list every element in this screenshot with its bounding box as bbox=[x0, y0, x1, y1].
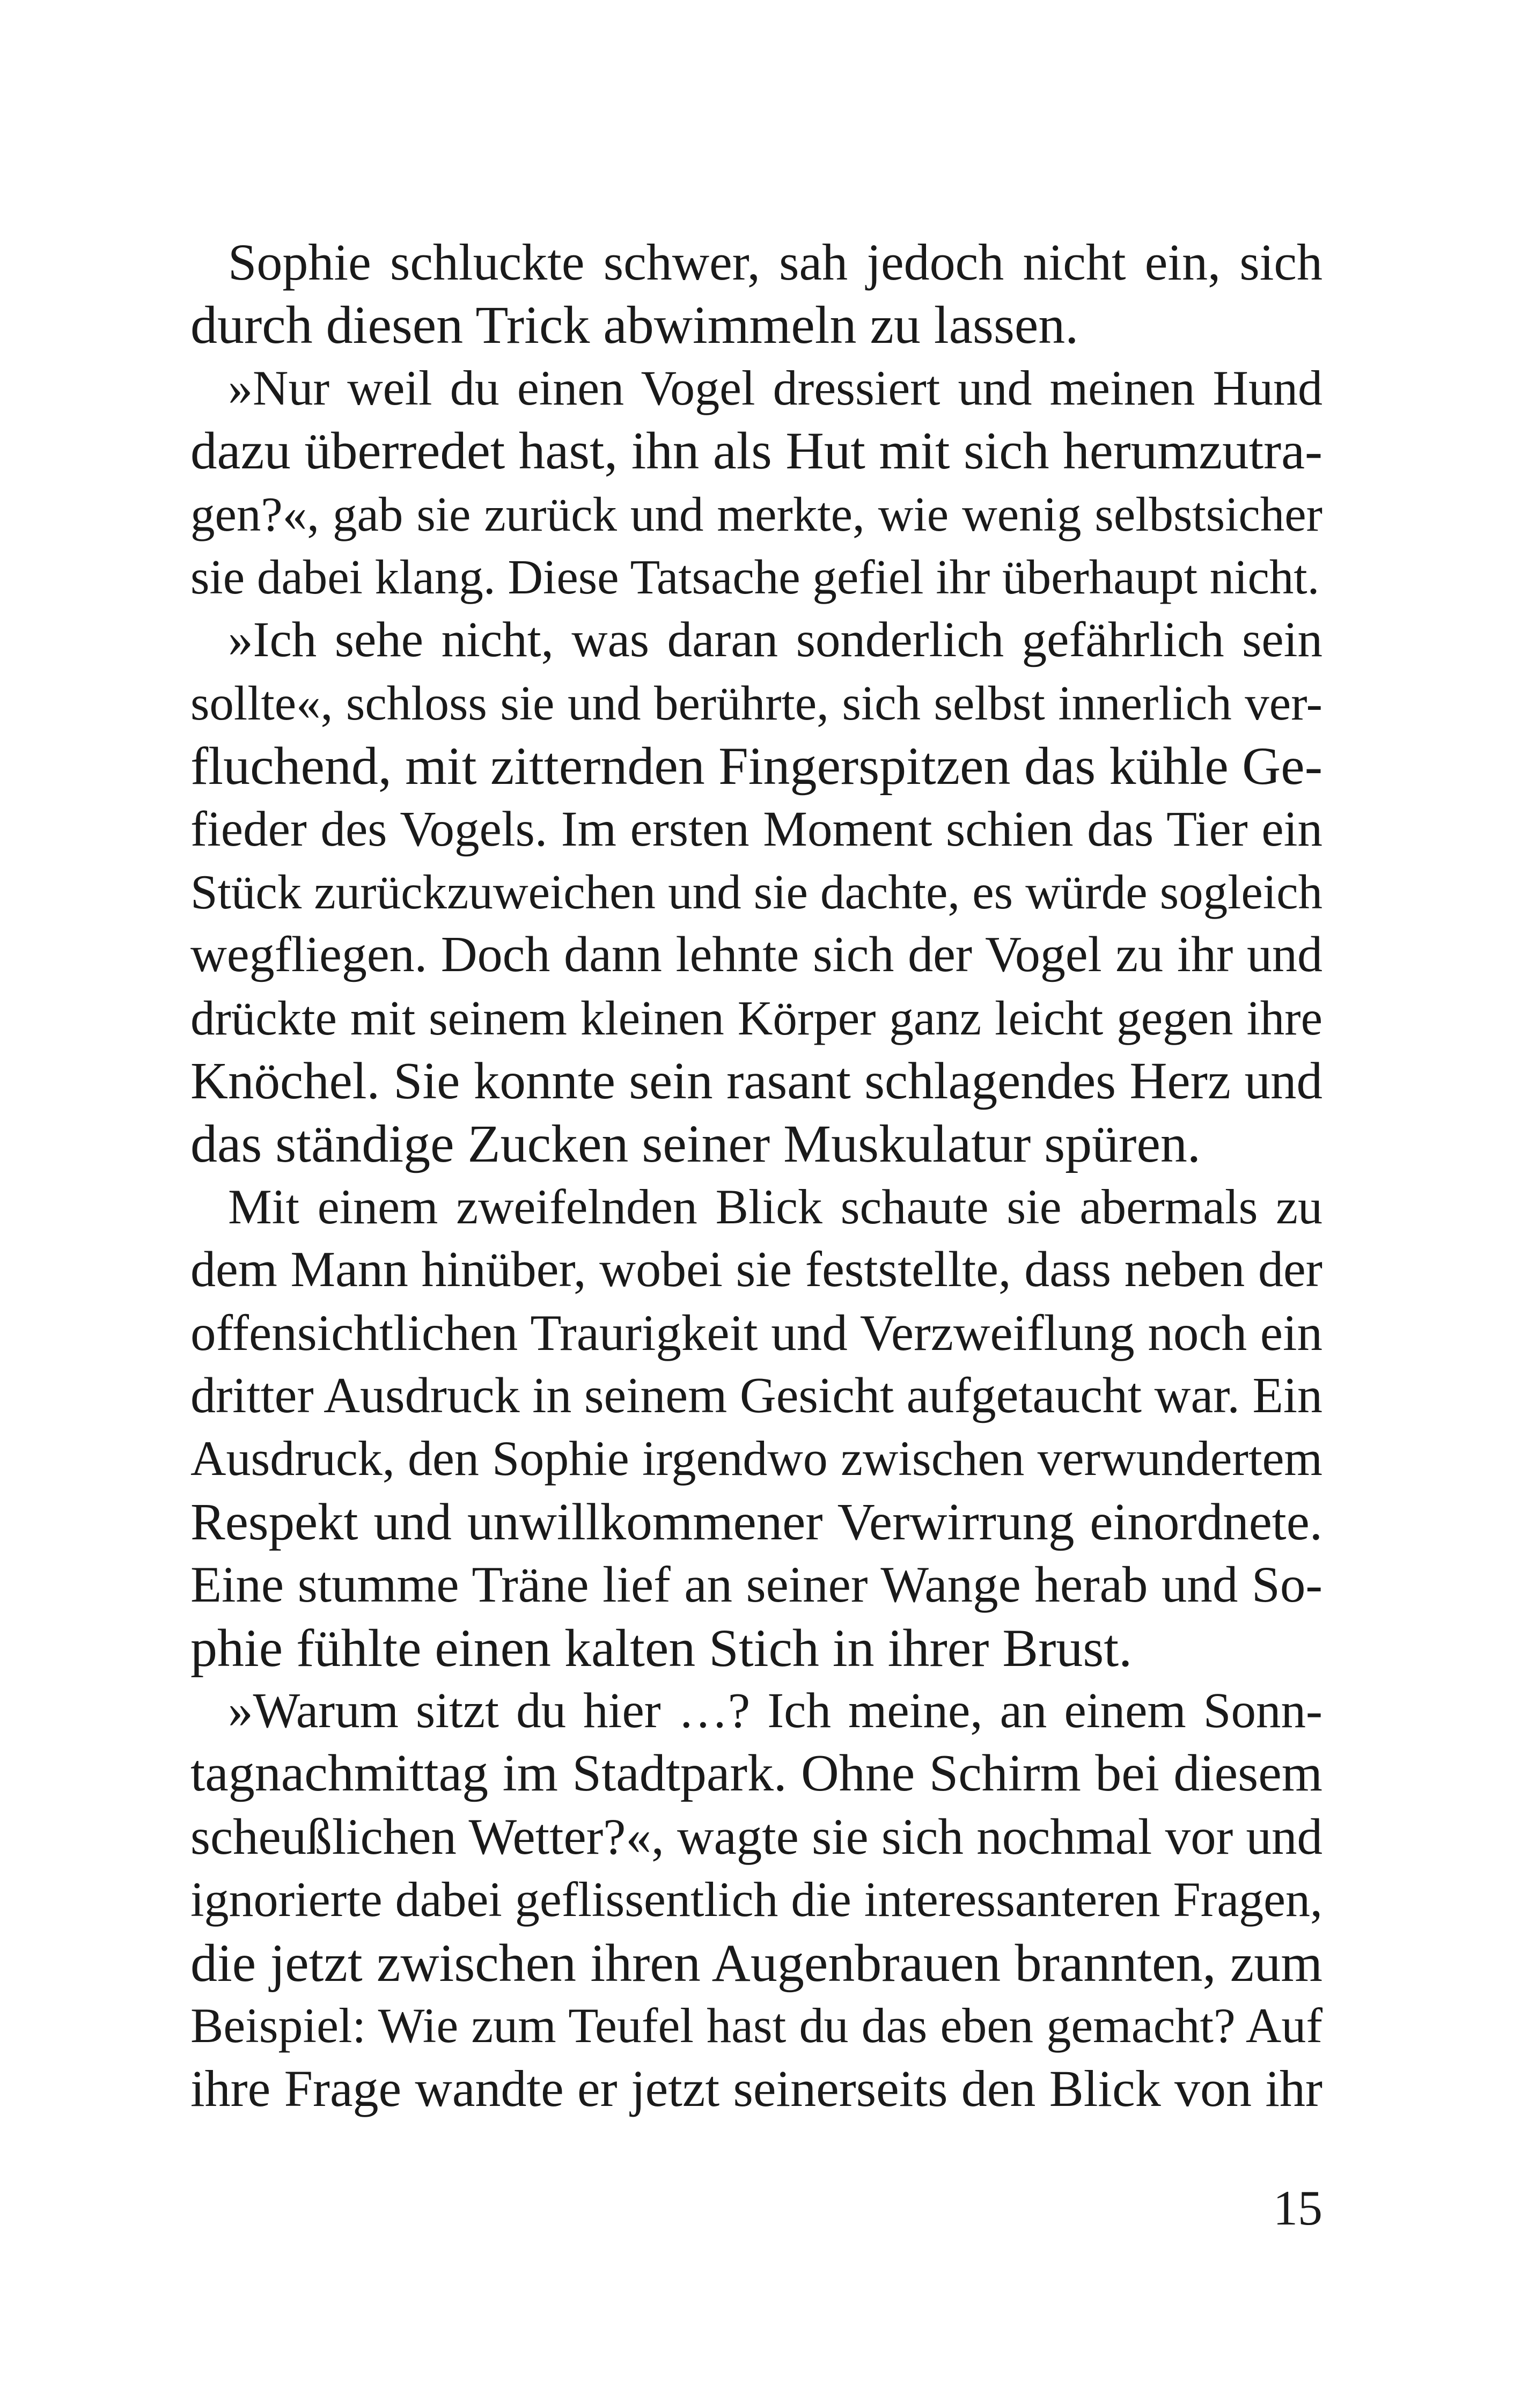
text-line: »Nur weil du einen Vogel dressiert und meinen Hund bbox=[228, 360, 1322, 415]
text-line: Mit einem zweifelnden Blick schaute sie abermals zu bbox=[228, 1179, 1322, 1234]
text-line: Knöchel. Sie konnte sein rasant schlagendes Herz und bbox=[190, 1052, 1322, 1110]
text-line: sollte«, schloss sie und berührte, sich selbst innerlich ver- bbox=[190, 676, 1322, 730]
text-line: Stück zurückzuweichen und sie dachte, es würde sogleich bbox=[190, 864, 1322, 919]
text-line: das ständige Zucken seiner Muskulatur spüren. bbox=[190, 1114, 1201, 1174]
text-line: drückte mit seinem kleinen Körper ganz leicht gegen ihre bbox=[190, 990, 1322, 1045]
text-line: »Warum sitzt du hier …? Ich meine, an einem Sonn- bbox=[228, 1683, 1322, 1738]
text-line: durch diesen Trick abwimmeln zu lassen. bbox=[190, 295, 1079, 355]
text-line: dazu überredet hast, ihn als Hut mit sich herumzutra- bbox=[190, 422, 1322, 481]
text-line: ihre Frage wandte er jetzt seinerseits den Blick von ihr bbox=[190, 2060, 1322, 2118]
text-line: Beispiel: Wie zum Teufel hast du das eben gemacht? Auf bbox=[190, 1998, 1322, 2053]
text-line: dritter Ausdruck in seinem Gesicht aufgetaucht war. Ein bbox=[190, 1368, 1322, 1424]
text-line: scheußlichen Wetter?«, wagte sie sich nochmal vor und bbox=[190, 1808, 1322, 1865]
text-line: wegfliegen. Doch dann lehnte sich der Vogel zu ihr und bbox=[190, 927, 1322, 983]
page-number: 15 bbox=[1273, 2181, 1322, 2235]
text-line: fluchend, mit zitternden Fingerspitzen das kühle Ge- bbox=[190, 736, 1322, 796]
text-line: gen?«, gab sie zurück und merkte, wie wenig selbstsicher bbox=[190, 487, 1322, 541]
text-line: Ausdruck, den Sophie irgendwo zwischen verwundertem bbox=[190, 1431, 1322, 1486]
text-line: offensichtlichen Traurigkeit und Verzweiflung noch ein bbox=[190, 1304, 1322, 1361]
text-line: sie dabei klang. Diese Tatsache gefiel ihr überhaupt nicht. bbox=[190, 549, 1320, 604]
text-line: fieder des Vogels. Im ersten Moment schien das Tier ein bbox=[190, 801, 1322, 857]
text-line: Eine stumme Träne lief an seiner Wange herab und So- bbox=[190, 1556, 1322, 1613]
text-line: Respekt und unwillkommener Verwirrung einordnete. bbox=[190, 1493, 1322, 1551]
text-line: Sophie schluckte schwer, sah jedoch nicht ein, sich bbox=[228, 233, 1322, 291]
text-line: tagnachmittag im Stadtpark. Ohne Schirm bei diesem bbox=[190, 1744, 1322, 1803]
body-text bbox=[190, 231, 1322, 2120]
text-line: dem Mann hinüber, wobei sie feststellte, dass neben der bbox=[190, 1242, 1322, 1298]
text-line: phie fühlte einen kalten Stich in ihrer Brust. bbox=[190, 1618, 1133, 1678]
text-line: die jetzt zwischen ihren Augenbrauen brannten, zum bbox=[190, 1933, 1322, 1993]
text-line: ignorierte dabei geflissentlich die interessanteren Fragen, bbox=[190, 1872, 1322, 1927]
text-line: »Ich sehe nicht, was daran sonderlich gefährlich sein bbox=[228, 612, 1322, 668]
